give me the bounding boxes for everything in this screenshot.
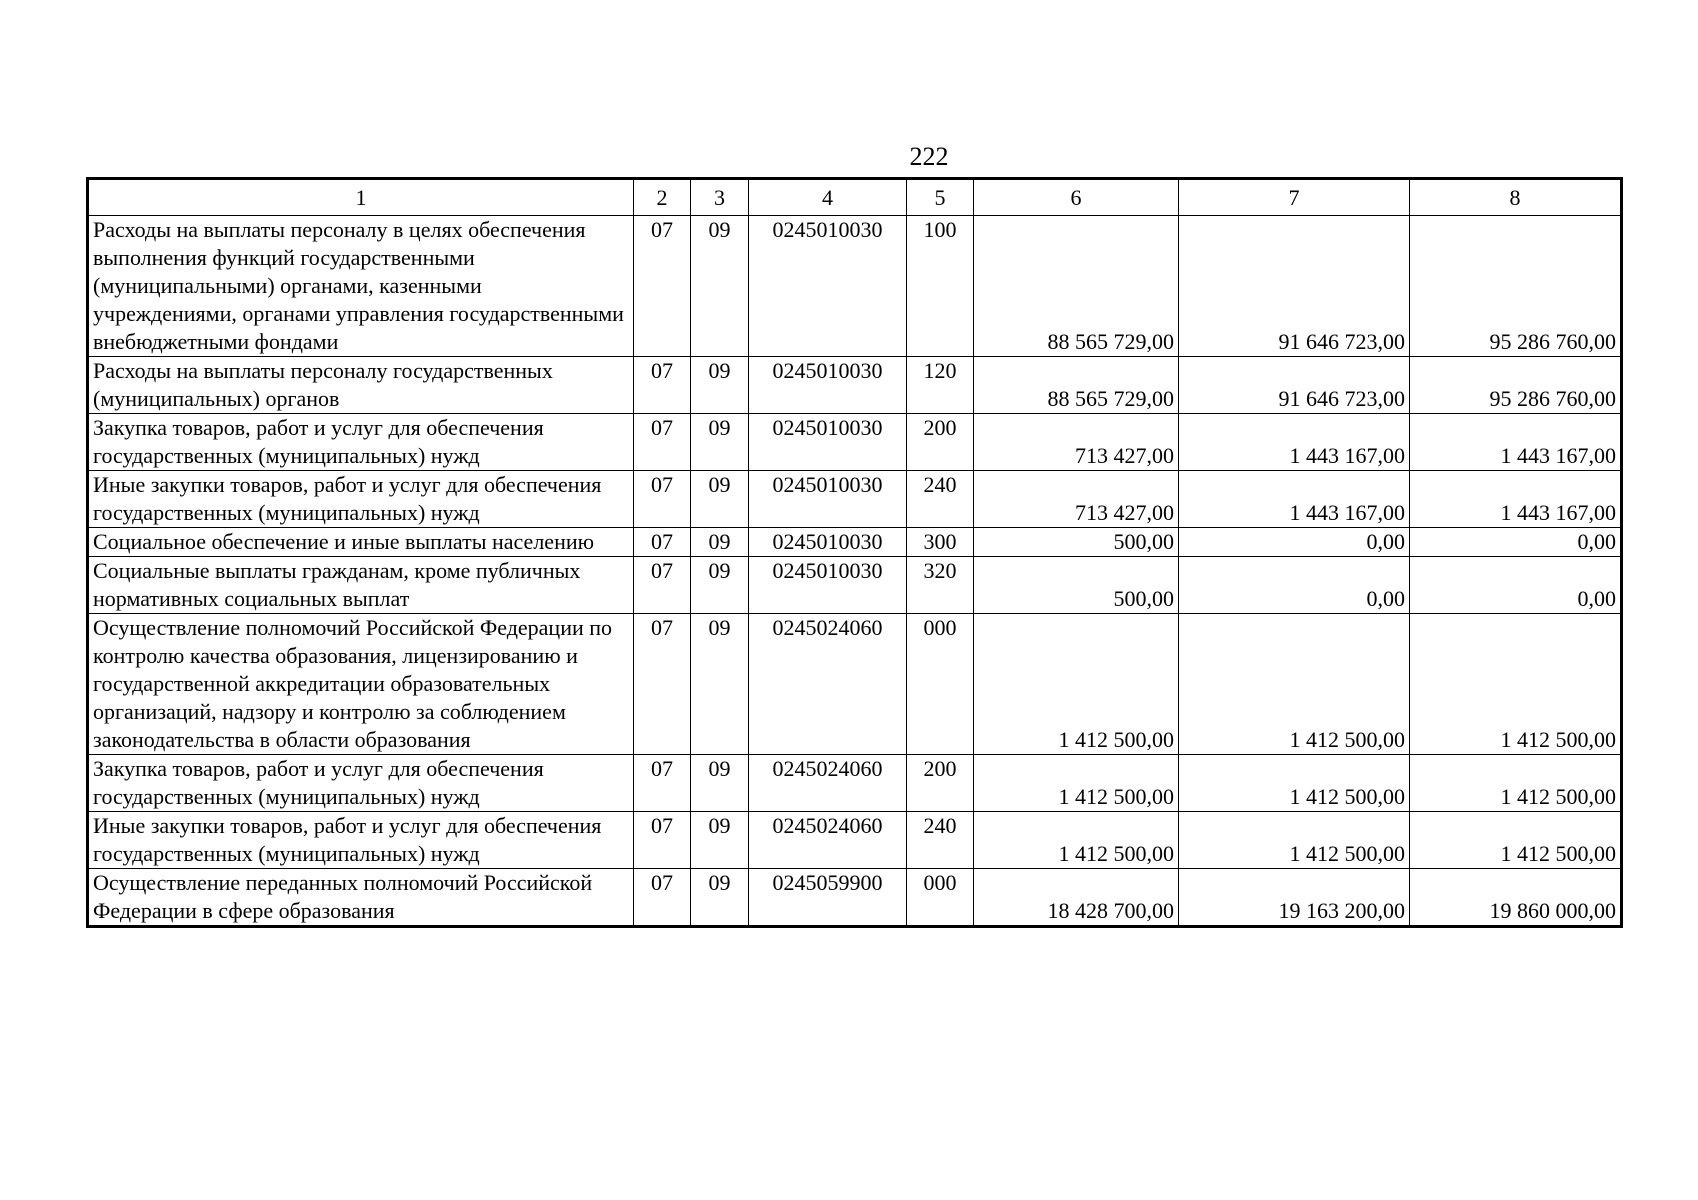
amount-col-6: 88 565 729,00 xyxy=(974,216,1179,357)
target-article-code: 0245024060 xyxy=(749,812,907,869)
header-cell: 3 xyxy=(691,179,749,216)
amount-col-6: 1 412 500,00 xyxy=(974,614,1179,755)
header-cell: 5 xyxy=(907,179,974,216)
header-cell: 7 xyxy=(1179,179,1410,216)
amount-col-8: 1 412 500,00 xyxy=(1410,614,1622,755)
table-row xyxy=(88,216,1622,357)
section-code: 07 xyxy=(634,528,691,557)
subsection-code: 09 xyxy=(691,614,749,755)
target-article-code: 0245059900 xyxy=(749,869,907,927)
budget-table xyxy=(86,177,1623,928)
target-article-code: 0245010030 xyxy=(749,357,907,414)
amount-col-6: 1 412 500,00 xyxy=(974,812,1179,869)
amount-col-6: 18 428 700,00 xyxy=(974,869,1179,927)
section-code: 07 xyxy=(634,357,691,414)
expense-type-code: 200 xyxy=(907,414,974,471)
amount-col-6: 500,00 xyxy=(974,528,1179,557)
header-cell: 8 xyxy=(1410,179,1622,216)
table-row xyxy=(88,414,1622,471)
subsection-code: 09 xyxy=(691,528,749,557)
subsection-code: 09 xyxy=(691,414,749,471)
expense-name: Осуществление переданных полномочий Российской Федерации в сфере образования xyxy=(88,869,634,927)
expense-name: Социальные выплаты гражданам, кроме публичных нормативных социальных выплат xyxy=(88,557,634,614)
target-article-code: 0245010030 xyxy=(749,414,907,471)
page-number: 222 xyxy=(909,142,949,171)
section-code: 07 xyxy=(634,216,691,357)
expense-type-code: 320 xyxy=(907,557,974,614)
expense-type-code: 200 xyxy=(907,755,974,812)
amount-col-8: 19 860 000,00 xyxy=(1410,869,1622,927)
subsection-code: 09 xyxy=(691,869,749,927)
section-code: 07 xyxy=(634,755,691,812)
amount-col-7: 1 443 167,00 xyxy=(1179,471,1410,528)
subsection-code: 09 xyxy=(691,216,749,357)
table-row xyxy=(88,614,1622,755)
expense-type-code: 300 xyxy=(907,528,974,557)
expense-type-code: 120 xyxy=(907,357,974,414)
amount-col-7: 1 412 500,00 xyxy=(1179,755,1410,812)
table-header-row xyxy=(88,179,1622,216)
section-code: 07 xyxy=(634,557,691,614)
expense-name: Закупка товаров, работ и услуг для обеспечения государственных (муниципальных) нужд xyxy=(88,414,634,471)
amount-col-6: 88 565 729,00 xyxy=(974,357,1179,414)
expense-name: Осуществление полномочий Российской Федерации по контролю качества образования, лицензированию и государственной аккредитации образовательных организаций, надзору и контролю за соблюдением законодательства в области образования xyxy=(88,614,634,755)
expense-type-code: 000 xyxy=(907,869,974,927)
target-article-code: 0245010030 xyxy=(749,471,907,528)
amount-col-8: 95 286 760,00 xyxy=(1410,357,1622,414)
subsection-code: 09 xyxy=(691,557,749,614)
amount-col-8: 95 286 760,00 xyxy=(1410,216,1622,357)
table-row xyxy=(88,357,1622,414)
subsection-code: 09 xyxy=(691,755,749,812)
header-cell: 6 xyxy=(974,179,1179,216)
expense-name: Социальное обеспечение и иные выплаты населению xyxy=(88,528,634,557)
table-row xyxy=(88,528,1622,557)
expense-type-code: 100 xyxy=(907,216,974,357)
amount-col-7: 0,00 xyxy=(1179,528,1410,557)
amount-col-6: 1 412 500,00 xyxy=(974,755,1179,812)
amount-col-7: 1 443 167,00 xyxy=(1179,414,1410,471)
expense-type-code: 240 xyxy=(907,812,974,869)
table-row xyxy=(88,557,1622,614)
expense-name: Иные закупки товаров, работ и услуг для обеспечения государственных (муниципальных) нужд xyxy=(88,812,634,869)
amount-col-7: 91 646 723,00 xyxy=(1179,216,1410,357)
header-cell: 2 xyxy=(634,179,691,216)
table-row xyxy=(88,869,1622,927)
expense-name: Расходы на выплаты персоналу в целях обеспечения выполнения функций государственными (муниципальными) органами, казенными учреждениями, органами управления государственными внебюджетными фондами xyxy=(88,216,634,357)
amount-col-6: 500,00 xyxy=(974,557,1179,614)
subsection-code: 09 xyxy=(691,471,749,528)
expense-name: Иные закупки товаров, работ и услуг для обеспечения государственных (муниципальных) нужд xyxy=(88,471,634,528)
target-article-code: 0245010030 xyxy=(749,557,907,614)
section-code: 07 xyxy=(634,869,691,927)
amount-col-8: 0,00 xyxy=(1410,528,1622,557)
table-row xyxy=(88,755,1622,812)
amount-col-6: 713 427,00 xyxy=(974,414,1179,471)
amount-col-6: 713 427,00 xyxy=(974,471,1179,528)
table-row xyxy=(88,812,1622,869)
section-code: 07 xyxy=(634,812,691,869)
subsection-code: 09 xyxy=(691,357,749,414)
expense-type-code: 000 xyxy=(907,614,974,755)
section-code: 07 xyxy=(634,471,691,528)
header-cell: 1 xyxy=(88,179,634,216)
amount-col-8: 1 412 500,00 xyxy=(1410,812,1622,869)
target-article-code: 0245010030 xyxy=(749,216,907,357)
amount-col-8: 0,00 xyxy=(1410,557,1622,614)
amount-col-8: 1 443 167,00 xyxy=(1410,414,1622,471)
expense-name: Закупка товаров, работ и услуг для обеспечения государственных (муниципальных) нужд xyxy=(88,755,634,812)
amount-col-7: 91 646 723,00 xyxy=(1179,357,1410,414)
section-code: 07 xyxy=(634,414,691,471)
amount-col-8: 1 443 167,00 xyxy=(1410,471,1622,528)
amount-col-7: 1 412 500,00 xyxy=(1179,614,1410,755)
amount-col-8: 1 412 500,00 xyxy=(1410,755,1622,812)
header-cell: 4 xyxy=(749,179,907,216)
table-row xyxy=(88,471,1622,528)
target-article-code: 0245024060 xyxy=(749,614,907,755)
amount-col-7: 19 163 200,00 xyxy=(1179,869,1410,927)
expense-name: Расходы на выплаты персоналу государственных (муниципальных) органов xyxy=(88,357,634,414)
amount-col-7: 0,00 xyxy=(1179,557,1410,614)
subsection-code: 09 xyxy=(691,812,749,869)
target-article-code: 0245010030 xyxy=(749,528,907,557)
expense-type-code: 240 xyxy=(907,471,974,528)
section-code: 07 xyxy=(634,614,691,755)
amount-col-7: 1 412 500,00 xyxy=(1179,812,1410,869)
target-article-code: 0245024060 xyxy=(749,755,907,812)
